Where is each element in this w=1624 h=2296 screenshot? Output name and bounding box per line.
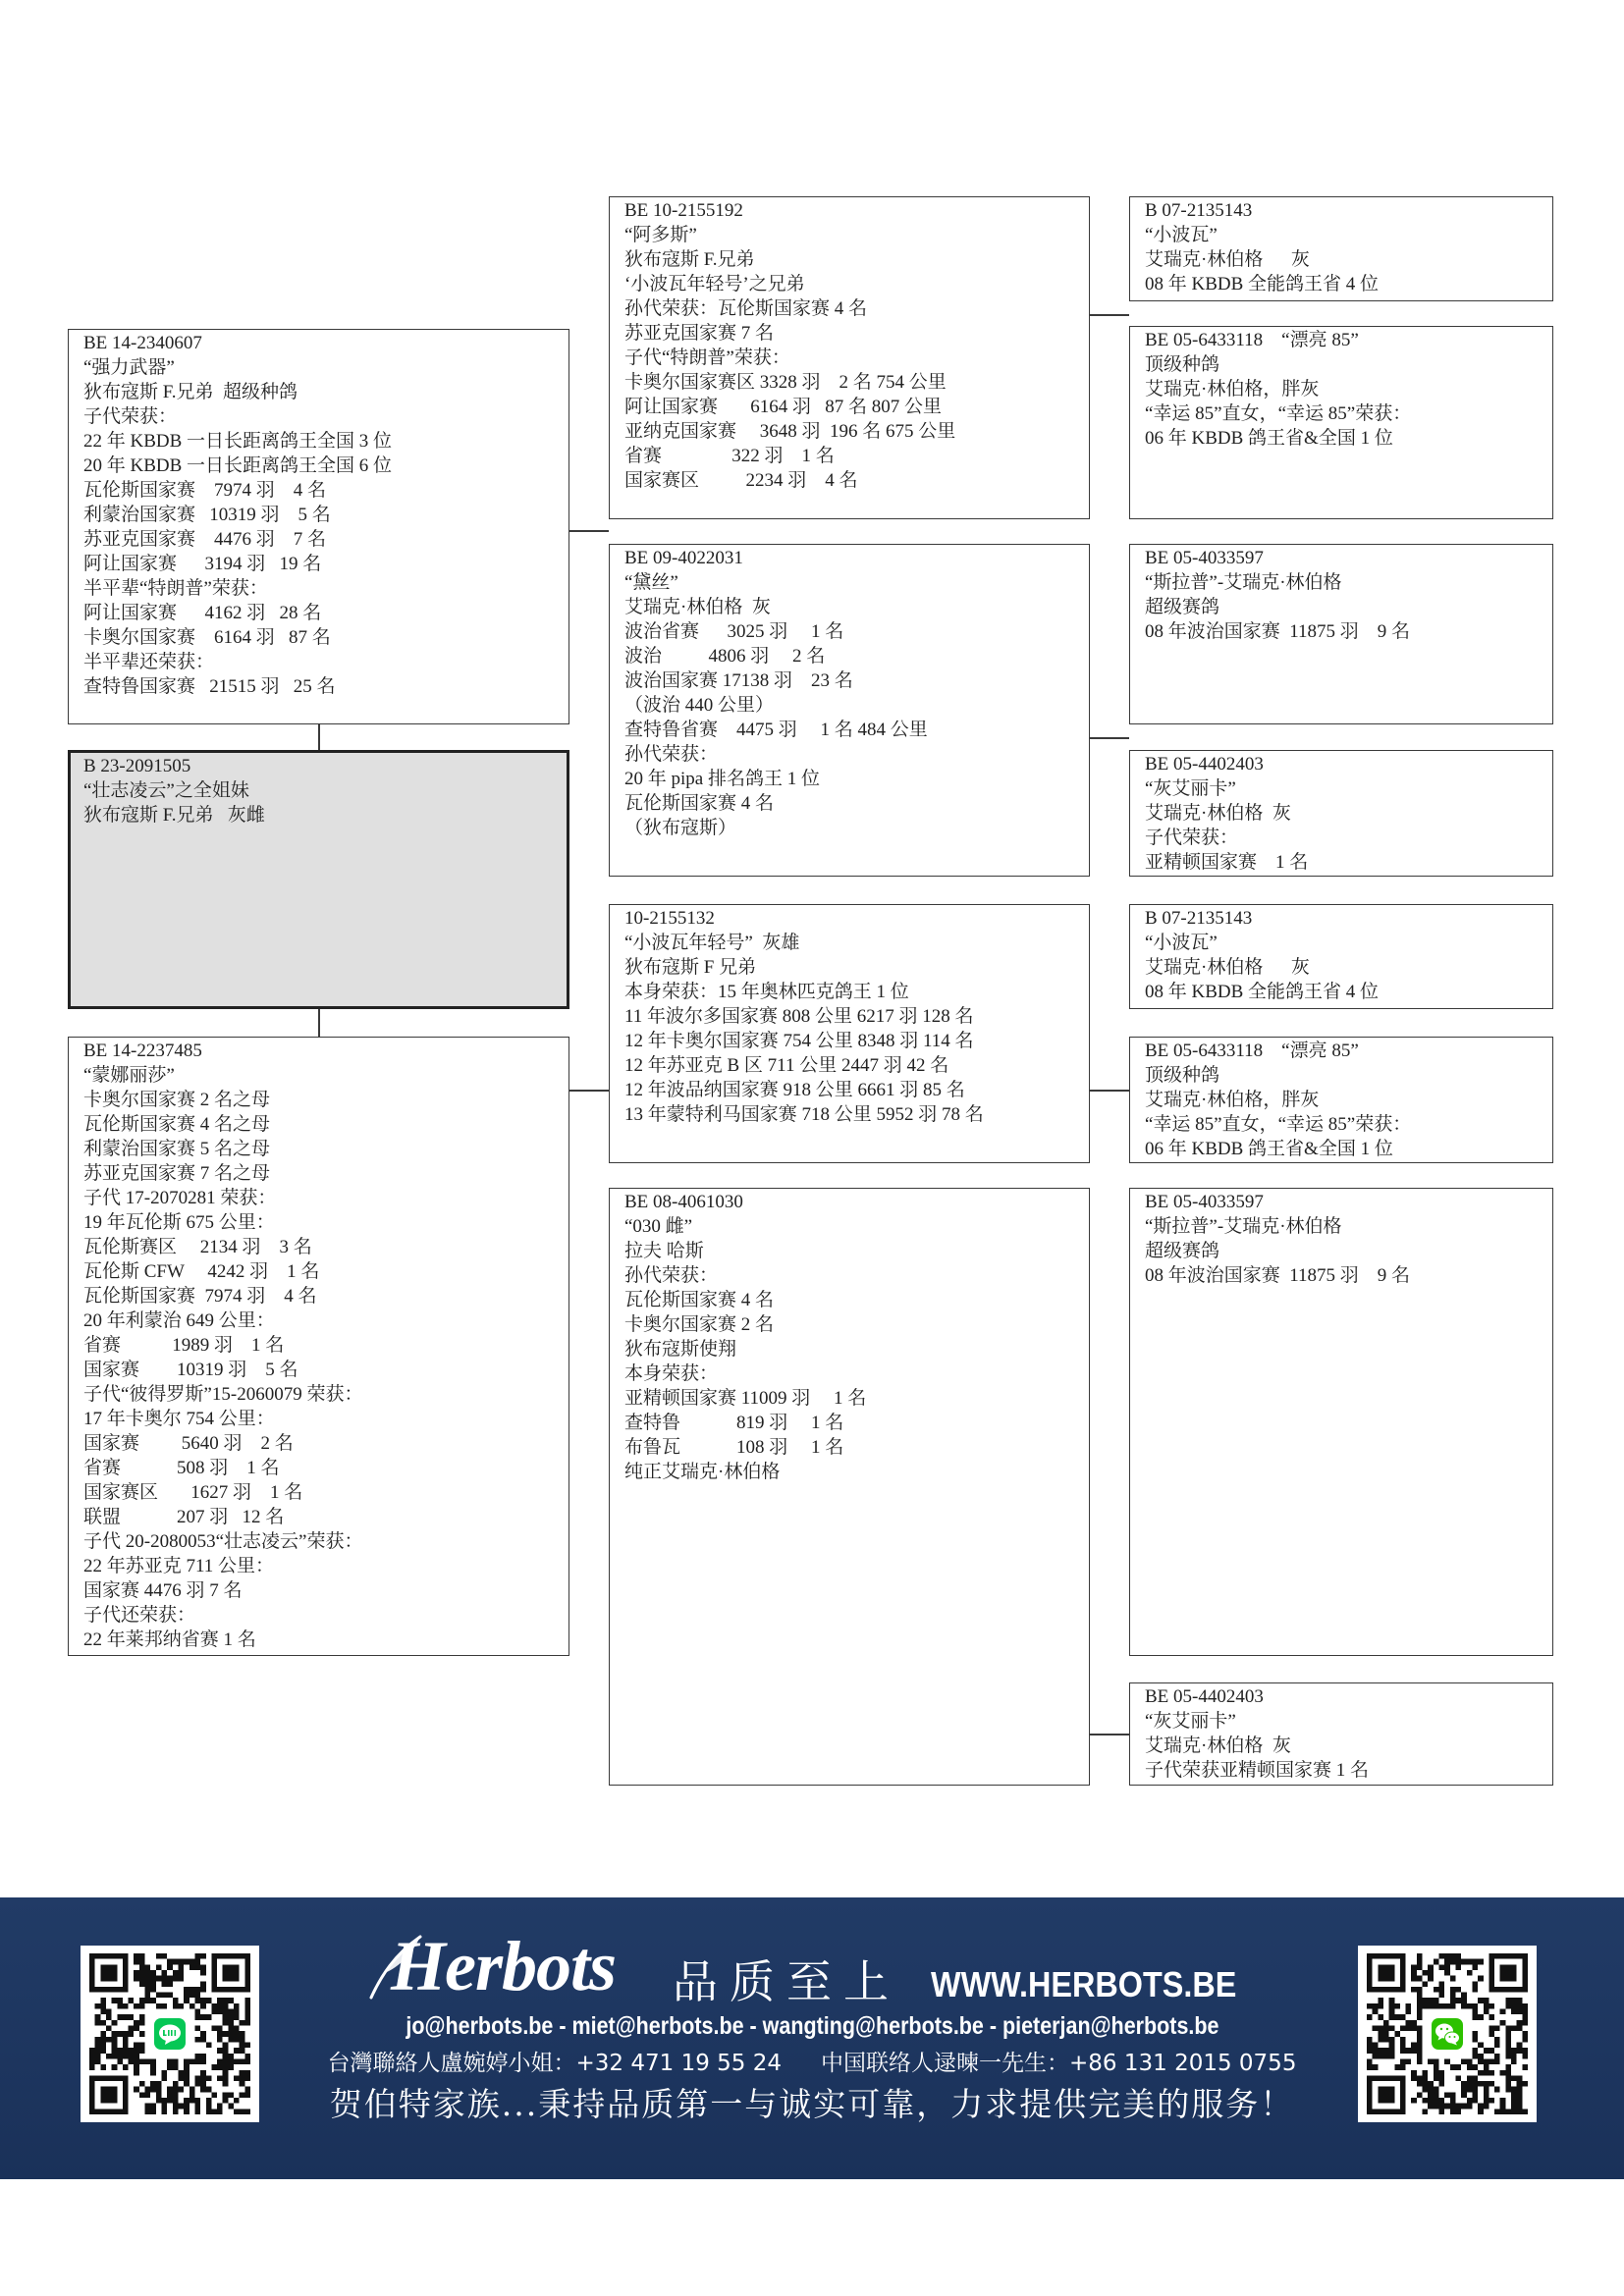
ring-number: 10-2155132 bbox=[624, 908, 715, 929]
pedigree-line: 波治国家赛 17138 羽 23 名 bbox=[624, 670, 853, 691]
pedigree-line: 利蒙治国家赛 5 名之母 bbox=[83, 1139, 271, 1159]
pedigree-line: 国家赛区 1627 羽 1 名 bbox=[83, 1482, 303, 1503]
pedigree-line: 查特鲁国家赛 21515 羽 25 名 bbox=[83, 676, 336, 697]
pedigree-line: （波治 440 公里） bbox=[624, 695, 775, 716]
pedigree-line: 阿让国家赛 6164 羽 87 名 807 公里 bbox=[624, 397, 943, 417]
ring-number: B 23-2091505 bbox=[83, 756, 191, 776]
pedigree-line: 国家赛 10319 羽 5 名 bbox=[83, 1360, 298, 1380]
pedigree-line: 22 年 KBDB 一日长距离鸽王全国 3 位 bbox=[83, 431, 393, 452]
wechat-icon bbox=[1430, 2016, 1465, 2052]
pedigree-line: 20 年利蒙治 649 公里： bbox=[83, 1310, 275, 1331]
pedigree-line: 苏亚克国家赛 7 名之母 bbox=[83, 1163, 271, 1184]
pedigree-line: 孙代荣获：瓦伦斯国家赛 4 名 bbox=[624, 298, 868, 319]
ring-number: BE 05-4033597 bbox=[1145, 548, 1264, 568]
pedigree-line: 孙代荣获： bbox=[624, 1265, 719, 1286]
pedigree-line: 瓦伦斯赛区 2134 羽 3 名 bbox=[83, 1237, 312, 1257]
pedigree-line: 半平辈“特朗普”荣获： bbox=[83, 578, 268, 599]
pedigree-line: 省赛 322 羽 1 名 bbox=[624, 446, 835, 466]
pedigree-box-dam-dam bbox=[609, 1188, 1090, 1786]
pedigree-line: “壮志凌云”之全姐妹 bbox=[83, 780, 249, 801]
pedigree-line: 艾瑞克·林伯格 灰 bbox=[1145, 957, 1310, 978]
pedigree-box-dam-dam-dam bbox=[1129, 1682, 1553, 1786]
ring-number: BE 08-4061030 bbox=[624, 1192, 743, 1212]
pedigree-line: 波治 4806 羽 2 名 bbox=[624, 646, 826, 667]
pedigree-line: 查特鲁 819 羽 1 名 bbox=[624, 1413, 844, 1433]
pedigree-line: 06 年 KBDB 鸽王省&全国 1 位 bbox=[1145, 1139, 1393, 1159]
ring-number: BE 10-2155192 bbox=[624, 200, 743, 221]
pedigree-line: 阿让国家赛 4162 羽 28 名 bbox=[83, 603, 322, 623]
ring-number: BE 14-2237485 bbox=[83, 1041, 202, 1061]
pedigree-line: 子代荣获： bbox=[1145, 828, 1239, 848]
ring-number: B 07-2135143 bbox=[1145, 200, 1253, 221]
pedigree-line: 省赛 1989 羽 1 名 bbox=[83, 1335, 285, 1356]
pedigree-line: 12 年波品纳国家赛 918 公里 6661 羽 85 名 bbox=[624, 1080, 965, 1100]
pedigree-line: 子代“特朗普”荣获： bbox=[624, 347, 790, 368]
pedigree-line: 13 年蒙特利马国家赛 718 公里 5952 羽 78 名 bbox=[624, 1104, 984, 1125]
pedigree-box-sire-dam-sire bbox=[1129, 544, 1553, 724]
pedigree-box-subject bbox=[68, 750, 569, 1009]
ring-number: BE 05-4402403 bbox=[1145, 1686, 1264, 1707]
pedigree-line: 22 年莱邦纳省赛 1 名 bbox=[83, 1629, 256, 1650]
qr-code-wechat bbox=[1358, 1946, 1537, 2122]
pedigree-box-dam-dam-sire bbox=[1129, 1188, 1553, 1656]
pedigree-line: 08 年波治国家赛 11875 羽 9 名 bbox=[1145, 621, 1411, 642]
pedigree-line: 布鲁瓦 108 羽 1 名 bbox=[624, 1437, 844, 1458]
pedigree-line: 拉夫 哈斯 bbox=[624, 1241, 704, 1261]
pedigree-line: 11 年波尔多国家赛 808 公里 6217 羽 128 名 bbox=[624, 1006, 974, 1027]
pedigree-line: 20 年 pipa 排名鸽王 1 位 bbox=[624, 769, 820, 789]
pedigree-box-sire-dam bbox=[609, 544, 1090, 877]
ring-number: BE 05-6433118 “漂亮 85” bbox=[1145, 330, 1359, 350]
pedigree-line: 狄布寇斯 F.兄弟 bbox=[624, 249, 755, 270]
pedigree-line: 19 年瓦伦斯 675 公里： bbox=[83, 1212, 275, 1233]
tagline: 品质至上 bbox=[673, 1955, 900, 2008]
pedigree-line: 本身荣获： bbox=[624, 1363, 719, 1384]
herbots-logo: Herbots bbox=[391, 1927, 617, 2005]
pedigree-line: 联盟 207 羽 12 名 bbox=[83, 1507, 285, 1527]
contact-china: 中国联络人逯暕一先生：+86 131 2015 0755 bbox=[821, 2051, 1297, 2076]
connector-line bbox=[1090, 314, 1129, 316]
pedigree-line: 12 年卡奥尔国家赛 754 公里 8348 羽 114 名 bbox=[624, 1031, 974, 1051]
pedigree-line: “小波瓦” bbox=[1145, 225, 1218, 245]
pedigree-line: 国家赛区 2234 羽 4 名 bbox=[624, 470, 858, 491]
ring-number: BE 05-6433118 “漂亮 85” bbox=[1145, 1041, 1359, 1061]
pedigree-line: 国家赛 5640 羽 2 名 bbox=[83, 1433, 294, 1454]
pedigree-line: 瓦伦斯国家赛 4 名 bbox=[624, 1290, 775, 1310]
pedigree-box-sire-sire-dam bbox=[1129, 326, 1553, 519]
pedigree-line: 08 年 KBDB 全能鸽王省 4 位 bbox=[1145, 982, 1380, 1002]
pedigree-line: 本身荣获：15 年奥林匹克鸽王 1 位 bbox=[624, 982, 909, 1002]
pedigree-line: “斯拉普”-艾瑞克·林伯格 bbox=[1145, 572, 1342, 593]
pedigree-line: 阿让国家赛 3194 羽 19 名 bbox=[83, 554, 322, 574]
pedigree-line: 子代 20-2080053“壮志凌云”荣获： bbox=[83, 1531, 363, 1552]
pedigree-line: 顶级种鸽 bbox=[1145, 354, 1220, 375]
pedigree-line: 艾瑞克·林伯格 灰 bbox=[1145, 1735, 1291, 1756]
pedigree-line: 纯正艾瑞克·林伯格 bbox=[624, 1462, 781, 1482]
pedigree-line: 半平辈还荣获： bbox=[83, 652, 215, 672]
pedigree-line: 孙代荣获： bbox=[624, 744, 719, 765]
pedigree-line: 子代“彼得罗斯”15-2060079 荣获： bbox=[83, 1384, 363, 1405]
pedigree-box-dam bbox=[68, 1037, 569, 1656]
pedigree-line: 瓦伦斯国家赛 4 名之母 bbox=[83, 1114, 271, 1135]
ring-number: B 07-2135143 bbox=[1145, 908, 1253, 929]
connector-line bbox=[1090, 1734, 1129, 1735]
pedigree-line: “强力武器” bbox=[83, 357, 175, 378]
pedigree-line: “030 雌” bbox=[624, 1216, 693, 1237]
ring-number: BE 09-4022031 bbox=[624, 548, 743, 568]
pedigree-line: 卡奥尔国家赛区 3328 羽 2 名 754 公里 bbox=[624, 372, 947, 393]
pedigree-line: 狄布寇斯 F.兄弟 超级种鸽 bbox=[83, 382, 298, 402]
pedigree-box-dam-sire-sire bbox=[1129, 904, 1553, 1009]
pedigree-line: 国家赛 4476 羽 7 名 bbox=[83, 1580, 243, 1601]
pedigree-line: 子代荣获： bbox=[83, 406, 178, 427]
connector-line bbox=[318, 1009, 320, 1037]
pedigree-line: 12 年苏亚克 B 区 711 公里 2447 羽 42 名 bbox=[624, 1055, 949, 1076]
pedigree-line: “幸运 85”直女，“幸运 85”荣获： bbox=[1145, 403, 1412, 424]
pedigree-line: 卡奥尔国家赛 2 名之母 bbox=[83, 1090, 271, 1110]
slogan: 贺伯特家族...秉持品质第一与诚实可靠，力求提供完美的服务！ bbox=[329, 2085, 1295, 2123]
pedigree-line: 卡奥尔国家赛 6164 羽 87 名 bbox=[83, 627, 331, 648]
pedigree-line: “小波瓦年轻号” 灰雄 bbox=[624, 933, 800, 953]
pedigree-line: 顶级种鸽 bbox=[1145, 1065, 1220, 1086]
pedigree-line: 瓦伦斯国家赛 4 名 bbox=[624, 793, 775, 814]
pedigree-line: 子代 17-2070281 荣获： bbox=[83, 1188, 277, 1208]
pedigree-line: 08 年 KBDB 全能鸽王省 4 位 bbox=[1145, 274, 1380, 294]
pedigree-box-sire-sire-sire bbox=[1129, 196, 1553, 301]
pedigree-line: 狄布寇斯 F.兄弟 灰雌 bbox=[83, 805, 265, 826]
pedigree-line: 艾瑞克·林伯格 灰 bbox=[624, 597, 771, 617]
contact-taiwan: 台灣聯絡人盧婉婷小姐：+32 471 19 55 24 bbox=[327, 2051, 783, 2076]
pedigree-line: “灰艾丽卡” bbox=[1145, 778, 1236, 799]
pedigree-box-dam-sire-dam bbox=[1129, 1037, 1553, 1163]
pedigree-line: “灰艾丽卡” bbox=[1145, 1711, 1236, 1732]
pedigree-line: “幸运 85”直女，“幸运 85”荣获： bbox=[1145, 1114, 1412, 1135]
pedigree-line: 06 年 KBDB 鸽王省&全国 1 位 bbox=[1145, 428, 1393, 449]
pedigree-line: 艾瑞克·林伯格，胖灰 bbox=[1145, 379, 1320, 400]
ring-number: BE 05-4402403 bbox=[1145, 754, 1264, 774]
pedigree-line: （狄布寇斯） bbox=[624, 818, 737, 838]
connector-line bbox=[1090, 737, 1129, 739]
pedigree-line: 17 年卡奥尔 754 公里： bbox=[83, 1409, 275, 1429]
pedigree-line: 亚精顿国家赛 11009 羽 1 名 bbox=[624, 1388, 867, 1409]
pedigree-line: 瓦伦斯 CFW 4242 羽 1 名 bbox=[83, 1261, 320, 1282]
pedigree-box-dam-sire bbox=[609, 904, 1090, 1163]
ring-number: BE 05-4033597 bbox=[1145, 1192, 1264, 1212]
ring-number: BE 14-2340607 bbox=[83, 333, 202, 353]
pedigree-line: “小波瓦” bbox=[1145, 933, 1218, 953]
pedigree-line: 亚精顿国家赛 1 名 bbox=[1145, 852, 1309, 873]
pedigree-line: “阿多斯” bbox=[624, 225, 697, 245]
connector-line bbox=[569, 530, 609, 532]
pedigree-line: “黛丝” bbox=[624, 572, 678, 593]
pedigree-line: 省赛 508 羽 1 名 bbox=[83, 1458, 280, 1478]
pedigree-line: 亚纳克国家赛 3648 羽 196 名 675 公里 bbox=[624, 421, 956, 442]
pedigree-line: “斯拉普”-艾瑞克·林伯格 bbox=[1145, 1216, 1342, 1237]
pedigree-line: 艾瑞克·林伯格 灰 bbox=[1145, 249, 1310, 270]
pedigree-line: 艾瑞克·林伯格，胖灰 bbox=[1145, 1090, 1320, 1110]
pedigree-line: 波治省赛 3025 羽 1 名 bbox=[624, 621, 844, 642]
email-links[interactable]: jo@herbots.be - miet@herbots.be - wangting@herbots.be - pieterjan@herbots.be bbox=[405, 2012, 1219, 2040]
pedigree-line: “蒙娜丽莎” bbox=[83, 1065, 175, 1086]
pedigree-line: 狄布寇斯使翔 bbox=[624, 1339, 737, 1360]
pedigree-line: 查特鲁省赛 4475 羽 1 名 484 公里 bbox=[624, 720, 928, 740]
pedigree-box-sire-sire bbox=[609, 196, 1090, 519]
pedigree-box-sire bbox=[68, 329, 569, 724]
pedigree-line: 22 年苏亚克 711 公里： bbox=[83, 1556, 275, 1576]
connector-line bbox=[569, 1090, 609, 1092]
pedigree-line: 苏亚克国家赛 4476 羽 7 名 bbox=[83, 529, 327, 550]
pedigree-line: 瓦伦斯国家赛 7974 羽 4 名 bbox=[83, 480, 327, 501]
pedigree-line: 苏亚克国家赛 7 名 bbox=[624, 323, 775, 344]
pedigree-line: 20 年 KBDB 一日长距离鸽王全国 6 位 bbox=[83, 455, 393, 476]
pedigree-line: 子代荣获亚精顿国家赛 1 名 bbox=[1145, 1760, 1370, 1781]
pedigree-line: 卡奥尔国家赛 2 名 bbox=[624, 1314, 775, 1335]
pedigree-line: 超级赛鸽 bbox=[1145, 597, 1220, 617]
pedigree-line: 狄布寇斯 F 兄弟 bbox=[624, 957, 757, 978]
pedigree-line: 子代还荣获： bbox=[83, 1605, 196, 1626]
pedigree-box-sire-dam-dam bbox=[1129, 750, 1553, 877]
pedigree-line: ‘小波瓦年轻号’之兄弟 bbox=[624, 274, 805, 294]
pedigree-line: 08 年波治国家赛 11875 羽 9 名 bbox=[1145, 1265, 1411, 1286]
connector-line bbox=[318, 724, 320, 750]
connector-line bbox=[1090, 1090, 1129, 1092]
pedigree-line: 利蒙治国家赛 10319 羽 5 名 bbox=[83, 505, 331, 525]
pedigree-line: 超级赛鸽 bbox=[1145, 1241, 1220, 1261]
pedigree-line: 瓦伦斯国家赛 7974 羽 4 名 bbox=[83, 1286, 317, 1307]
footer-banner bbox=[0, 1897, 1624, 2179]
pedigree-line: 艾瑞克·林伯格 灰 bbox=[1145, 803, 1291, 824]
website-link[interactable]: WWW.HERBOTS.BE bbox=[931, 1964, 1237, 2004]
